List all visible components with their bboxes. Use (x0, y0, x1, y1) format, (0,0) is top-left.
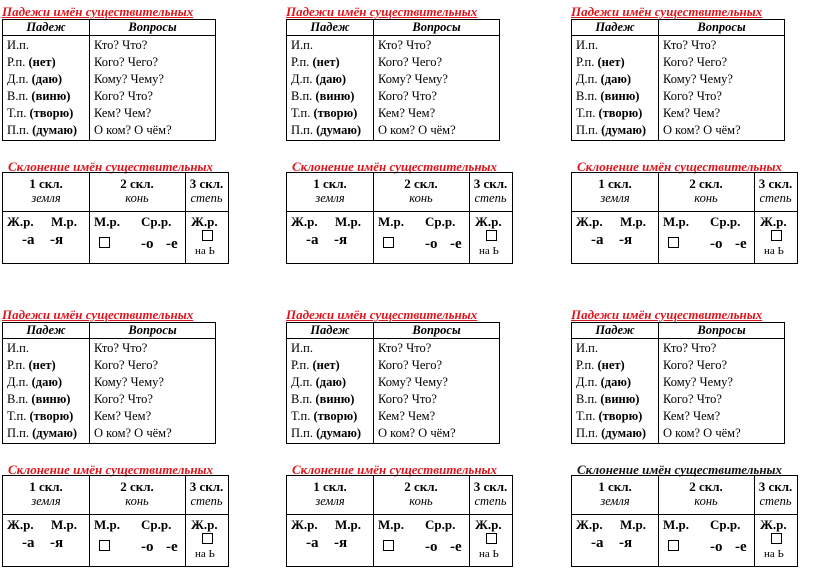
case-cell: В.п. (виню) (572, 89, 659, 106)
ending-a: -а (306, 232, 319, 248)
question-cell: Кого? Что? (659, 89, 785, 106)
question-cell: Кем? Чем? (90, 106, 216, 123)
case-cell: В.п. (виню) (287, 392, 374, 409)
case-cell: В.п. (виню) (572, 392, 659, 409)
cases-table (571, 322, 785, 444)
case-cell: Д.п. (даю) (3, 72, 90, 89)
decl2-header: 2 скл. конь (120, 176, 154, 205)
cases-table (2, 19, 216, 141)
decl2-gender-n: Ср.р. (141, 214, 172, 229)
ending-e: -е (166, 539, 178, 555)
ending-o: -о (141, 539, 154, 555)
soft-sign-note: на Ь (479, 548, 499, 560)
case-cell: П.п. (думаю) (3, 426, 90, 444)
question-cell: О ком? О чём? (90, 426, 216, 444)
question-cell: Кому? Чему? (659, 72, 785, 89)
ending-o: -о (425, 539, 438, 555)
case-cell: Д.п. (даю) (572, 375, 659, 392)
cases-table (2, 322, 216, 444)
null-ending-square (383, 540, 394, 551)
decl1-header: 1 скл. земля (313, 176, 347, 205)
header-case: Падеж (572, 323, 659, 339)
null-ending-square (668, 540, 679, 551)
case-cell: П.п. (думаю) (287, 426, 374, 444)
decl1-header: 1 скл. земля (598, 176, 632, 205)
cases-title: Падежи имён существительных (2, 4, 194, 19)
case-cell: Д.п. (даю) (287, 375, 374, 392)
case-cell: И.п. (287, 339, 374, 359)
question-cell: Кем? Чем? (374, 106, 500, 123)
cases-table (571, 19, 785, 141)
ending-ya: -я (50, 232, 64, 248)
ending-e: -е (450, 539, 462, 555)
decl2-gender-m: М.р. (378, 214, 404, 229)
question-cell: Кому? Чему? (374, 72, 500, 89)
question-cell: Кто? Что? (90, 36, 216, 56)
decl1-header: 1 скл. земля (598, 479, 632, 508)
decl1-gender-f: Ж.р. (291, 517, 318, 532)
decl3-gender-f: Ж.р. (760, 517, 787, 532)
soft-sign-note: на Ь (479, 245, 499, 257)
decl1-gender-m: М.р. (51, 214, 77, 229)
question-cell: О ком? О чём? (659, 123, 785, 141)
case-cell: П.п. (думаю) (287, 123, 374, 141)
header-case: Падеж (287, 323, 374, 339)
decl2-header: 2 скл. конь (404, 176, 438, 205)
decl2-gender-n: Ср.р. (710, 214, 741, 229)
null-ending-square (202, 230, 213, 241)
question-cell: Кого? Что? (90, 392, 216, 409)
decl3-gender-f: Ж.р. (191, 517, 218, 532)
header-case: Падеж (3, 20, 90, 36)
question-cell: Кого? Чего? (374, 358, 500, 375)
question-cell: Кого? Чего? (90, 55, 216, 72)
decl1-gender-f: Ж.р. (7, 517, 34, 532)
case-cell: В.п. (виню) (287, 89, 374, 106)
ending-e: -е (450, 236, 462, 252)
case-cell: Р.п. (нет) (287, 55, 374, 72)
case-cell: И.п. (572, 36, 659, 56)
decl2-gender-n: Ср.р. (425, 214, 456, 229)
null-ending-square (383, 237, 394, 248)
ending-a: -а (306, 535, 319, 551)
case-cell: Р.п. (нет) (3, 358, 90, 375)
declension-title: Склонение имён существительных (8, 159, 214, 174)
question-cell: Кого? Что? (90, 89, 216, 106)
cases-title: Падежи имён существительных (286, 4, 478, 19)
question-cell: О ком? О чём? (374, 123, 500, 141)
null-ending-square (486, 533, 497, 544)
ending-a: -а (591, 232, 604, 248)
decl1-gender-m: М.р. (620, 214, 646, 229)
soft-sign-note: на Ь (195, 245, 215, 257)
decl1-gender-m: М.р. (335, 517, 361, 532)
case-cell: Р.п. (нет) (3, 55, 90, 72)
ending-ya: -я (619, 232, 633, 248)
question-cell: Кому? Чему? (374, 375, 500, 392)
soft-sign-note: на Ь (195, 548, 215, 560)
decl2-gender-n: Ср.р. (710, 517, 741, 532)
ending-a: -а (591, 535, 604, 551)
case-cell: Р.п. (нет) (572, 55, 659, 72)
question-cell: Кого? Чего? (374, 55, 500, 72)
header-questions: Вопросы (374, 20, 500, 36)
decl1-header: 1 скл. земля (29, 176, 63, 205)
case-cell: Р.п. (нет) (572, 358, 659, 375)
header-questions: Вопросы (374, 323, 500, 339)
decl2-gender-n: Ср.р. (141, 517, 172, 532)
soft-sign-note: на Ь (764, 245, 784, 257)
cases-title: Падежи имён существительных (571, 4, 763, 19)
decl2-gender-m: М.р. (663, 214, 689, 229)
header-case: Падеж (287, 20, 374, 36)
decl2-header: 2 скл. конь (689, 176, 723, 205)
declension-table (286, 475, 513, 567)
case-cell: Р.п. (нет) (287, 358, 374, 375)
null-ending-square (202, 533, 213, 544)
cases-table (286, 322, 500, 444)
declension-table (2, 475, 229, 567)
declension-table (2, 172, 229, 264)
header-questions: Вопросы (90, 323, 216, 339)
question-cell: Кого? Что? (374, 392, 500, 409)
decl3-gender-f: Ж.р. (475, 517, 502, 532)
decl3-header: 3 скл. степь (473, 479, 508, 508)
null-ending-square (99, 237, 110, 248)
declension-title: Склонение имён существительных (577, 462, 783, 477)
case-cell: Д.п. (даю) (572, 72, 659, 89)
decl2-gender-m: М.р. (378, 517, 404, 532)
ending-e: -е (166, 236, 178, 252)
case-cell: И.п. (3, 339, 90, 359)
question-cell: Кто? Что? (659, 339, 785, 359)
decl2-gender-m: М.р. (94, 517, 120, 532)
case-cell: Т.п. (творю) (572, 106, 659, 123)
decl1-gender-f: Ж.р. (576, 517, 603, 532)
declension-title: Склонение имён существительных (577, 159, 783, 174)
decl2-header: 2 скл. конь (404, 479, 438, 508)
decl3-header: 3 скл. степь (189, 479, 224, 508)
null-ending-square (486, 230, 497, 241)
case-cell: И.п. (287, 36, 374, 56)
cases-table (286, 19, 500, 141)
cases-title: Падежи имён существительных (571, 307, 763, 322)
decl3-gender-f: Ж.р. (475, 214, 502, 229)
case-cell: Т.п. (творю) (287, 106, 374, 123)
ending-ya: -я (50, 535, 64, 551)
question-cell: Кого? Что? (374, 89, 500, 106)
decl3-header: 3 скл. степь (758, 176, 793, 205)
question-cell: Кто? Что? (90, 339, 216, 359)
header-questions: Вопросы (90, 20, 216, 36)
case-cell: Д.п. (даю) (3, 375, 90, 392)
null-ending-square (668, 237, 679, 248)
question-cell: Кто? Что? (659, 36, 785, 56)
question-cell: Кем? Чем? (659, 409, 785, 426)
null-ending-square (771, 230, 782, 241)
case-cell: Д.п. (даю) (287, 72, 374, 89)
question-cell: Кем? Чем? (90, 409, 216, 426)
question-cell: Кому? Чему? (90, 375, 216, 392)
null-ending-square (99, 540, 110, 551)
header-questions: Вопросы (659, 323, 785, 339)
ending-ya: -я (619, 535, 633, 551)
ending-o: -о (141, 236, 154, 252)
ending-a: -а (22, 232, 35, 248)
question-cell: Кто? Что? (374, 339, 500, 359)
question-cell: Кого? Что? (659, 392, 785, 409)
question-cell: О ком? О чём? (90, 123, 216, 141)
question-cell: Кого? Чего? (659, 358, 785, 375)
declension-table (571, 475, 798, 567)
question-cell: Кто? Что? (374, 36, 500, 56)
decl1-gender-m: М.р. (51, 517, 77, 532)
ending-o: -о (710, 539, 723, 555)
ending-e: -е (735, 236, 747, 252)
decl2-header: 2 скл. конь (689, 479, 723, 508)
decl1-gender-f: Ж.р. (576, 214, 603, 229)
case-cell: Т.п. (творю) (3, 409, 90, 426)
question-cell: О ком? О чём? (374, 426, 500, 444)
question-cell: Кем? Чем? (374, 409, 500, 426)
decl3-gender-f: Ж.р. (760, 214, 787, 229)
header-case: Падеж (3, 323, 90, 339)
ending-a: -а (22, 535, 35, 551)
case-cell: Т.п. (творю) (572, 409, 659, 426)
decl2-gender-m: М.р. (663, 517, 689, 532)
question-cell: Кому? Чему? (659, 375, 785, 392)
declension-title: Склонение имён существительных (292, 462, 498, 477)
cases-title: Падежи имён существительных (286, 307, 478, 322)
decl1-gender-m: М.р. (335, 214, 361, 229)
ending-o: -о (710, 236, 723, 252)
soft-sign-note: на Ь (764, 548, 784, 560)
decl3-header: 3 скл. степь (189, 176, 224, 205)
case-cell: Т.п. (творю) (287, 409, 374, 426)
question-cell: Кому? Чему? (90, 72, 216, 89)
declension-title: Склонение имён существительных (292, 159, 498, 174)
case-cell: П.п. (думаю) (3, 123, 90, 141)
decl1-header: 1 скл. земля (313, 479, 347, 508)
header-case: Падеж (572, 20, 659, 36)
decl1-gender-f: Ж.р. (7, 214, 34, 229)
decl1-header: 1 скл. земля (29, 479, 63, 508)
decl1-gender-m: М.р. (620, 517, 646, 532)
case-cell: П.п. (думаю) (572, 123, 659, 141)
ending-ya: -я (334, 535, 348, 551)
decl3-gender-f: Ж.р. (191, 214, 218, 229)
case-cell: В.п. (виню) (3, 89, 90, 106)
ending-ya: -я (334, 232, 348, 248)
declension-table (571, 172, 798, 264)
decl1-gender-f: Ж.р. (291, 214, 318, 229)
decl3-header: 3 скл. степь (758, 479, 793, 508)
case-cell: И.п. (572, 339, 659, 359)
question-cell: Кого? Чего? (659, 55, 785, 72)
header-questions: Вопросы (659, 20, 785, 36)
declension-table (286, 172, 513, 264)
question-cell: Кого? Чего? (90, 358, 216, 375)
case-cell: П.п. (думаю) (572, 426, 659, 444)
question-cell: О ком? О чём? (659, 426, 785, 444)
case-cell: Т.п. (творю) (3, 106, 90, 123)
declension-title: Склонение имён существительных (8, 462, 214, 477)
ending-o: -о (425, 236, 438, 252)
case-cell: В.п. (виню) (3, 392, 90, 409)
decl2-gender-n: Ср.р. (425, 517, 456, 532)
ending-e: -е (735, 539, 747, 555)
case-cell: И.п. (3, 36, 90, 56)
question-cell: Кем? Чем? (659, 106, 785, 123)
decl3-header: 3 скл. степь (473, 176, 508, 205)
decl2-gender-m: М.р. (94, 214, 120, 229)
cases-title: Падежи имён существительных (2, 307, 194, 322)
decl2-header: 2 скл. конь (120, 479, 154, 508)
null-ending-square (771, 533, 782, 544)
